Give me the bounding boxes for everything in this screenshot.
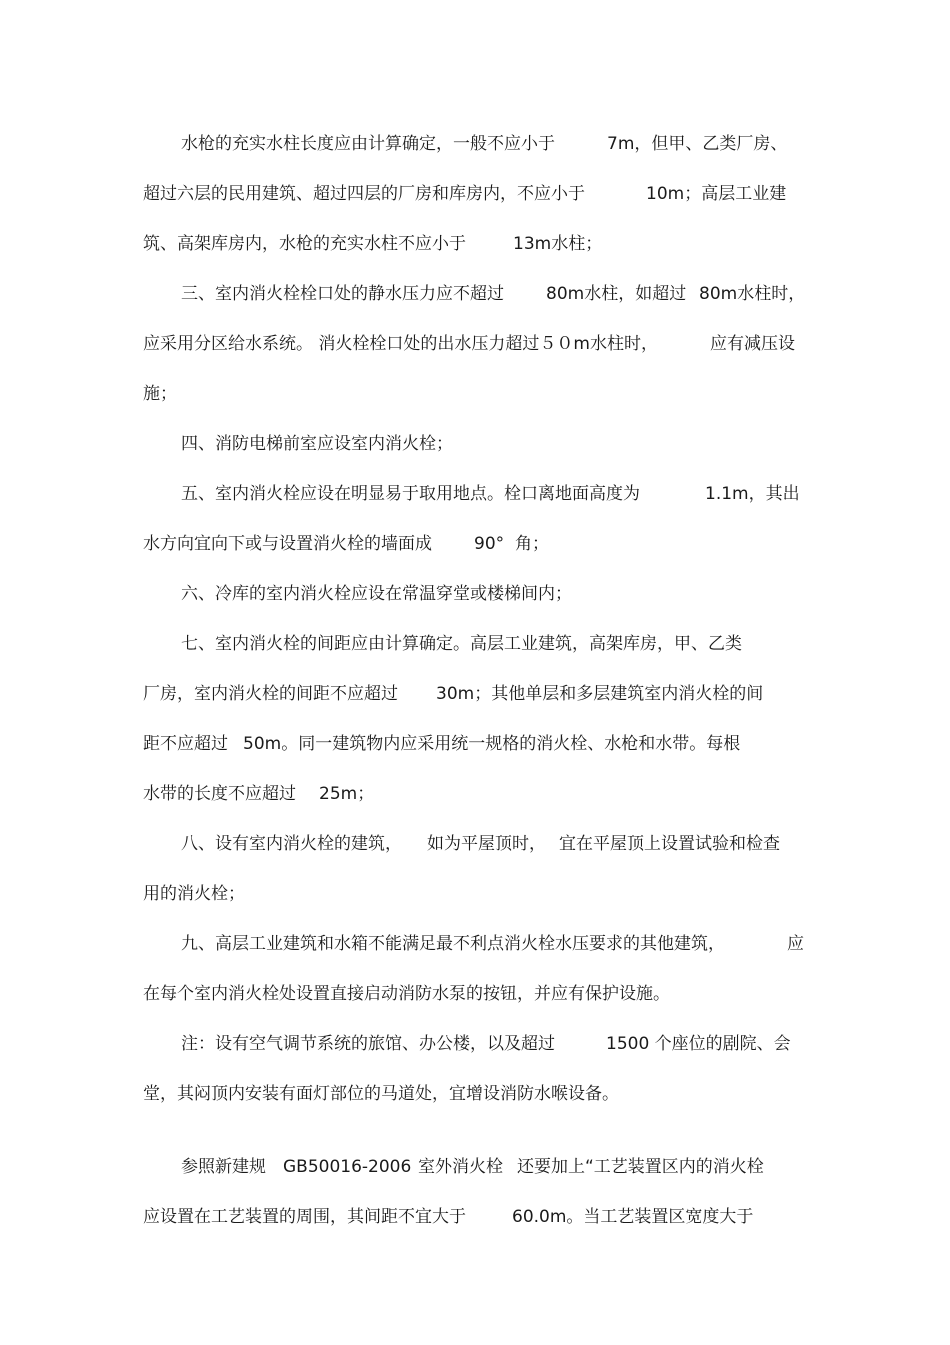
text-segment: 宜在平屋顶上设置试验和检查 xyxy=(559,834,780,854)
text-line xyxy=(0,681,950,707)
text-segment: 80m水柱时， xyxy=(699,284,806,304)
text-line xyxy=(0,231,950,257)
text-segment: 1.1m，其出 xyxy=(705,484,800,504)
text-line xyxy=(0,1204,950,1230)
text-segment: 厂房，室内消火栓的间距不应超过 xyxy=(143,684,398,704)
text-segment: 施； xyxy=(143,384,177,404)
text-line xyxy=(0,631,950,657)
text-segment: 八、设有室内消火栓的建筑， xyxy=(181,834,402,854)
text-segment: 用的消火栓； xyxy=(143,884,245,904)
text-segment: 五、室内消火栓应设在明显易于取用地点。栓口离地面高度为 xyxy=(181,484,640,504)
text-segment: 25m； xyxy=(319,784,375,804)
text-segment: 水枪的充实水柱长度应由计算确定，一般不应小于 xyxy=(181,134,555,154)
text-segment: 水方向宜向下或与设置消火栓的墙面成 xyxy=(143,534,432,554)
text-segment: 50m。同一建筑物内应采用统一规格的消火栓、水枪和水带。每根 xyxy=(243,734,741,754)
text-segment: 10m；高层工业建 xyxy=(646,184,787,204)
text-line xyxy=(0,931,950,957)
text-segment: 还要加上“工艺装置区内的消火栓 xyxy=(517,1157,764,1177)
text-segment: 六、冷库的室内消火栓应设在常温穿堂或楼梯间内； xyxy=(181,584,572,604)
text-line xyxy=(0,431,950,457)
text-line xyxy=(0,531,950,557)
text-line xyxy=(0,131,950,157)
text-segment: 四、消防电梯前室应设室内消火栓； xyxy=(181,434,453,454)
text-line xyxy=(0,881,950,907)
text-segment: 超过六层的民用建筑、超过四层的厂房和库房内，不应小于 xyxy=(143,184,585,204)
text-segment: 应采用分区给水系统。 消火栓栓口处的出水压力超过５０m水柱时， xyxy=(143,334,658,354)
text-line xyxy=(0,831,950,857)
text-line xyxy=(0,281,950,307)
text-segment: 30m；其他单层和多层建筑室内消火栓的间 xyxy=(436,684,764,704)
text-segment: 1500 个座位的剧院、会 xyxy=(606,1034,791,1054)
text-segment: GB50016-2006 xyxy=(283,1157,412,1177)
text-segment: 三、室内消火栓栓口处的静水压力应不超过 xyxy=(181,284,504,304)
text-line xyxy=(0,481,950,507)
text-segment: 60.0m。当工艺装置区宽度大于 xyxy=(512,1207,754,1227)
text-segment: 7m，但甲、乙类厂房、 xyxy=(607,134,788,154)
text-segment: 应有减压设 xyxy=(710,334,795,354)
text-line xyxy=(0,1031,950,1057)
text-segment: 距不应超过 xyxy=(143,734,228,754)
text-segment: 九、高层工业建筑和水箱不能满足最不利点消火栓水压要求的其他建筑， xyxy=(181,934,725,954)
text-segment: 筑、高架库房内，水枪的充实水柱不应小于 xyxy=(143,234,466,254)
text-segment: 如为平屋顶时， xyxy=(427,834,546,854)
text-line xyxy=(0,731,950,757)
text-segment: 堂，其闷顶内安装有面灯部位的马道处，宜增设消防水喉设备。 xyxy=(143,1084,619,1104)
text-line xyxy=(0,381,950,407)
text-line xyxy=(0,331,950,357)
text-segment: 80m水柱，如超过 xyxy=(546,284,687,304)
text-segment: 应设置在工艺装置的周围，其间距不宜大于 xyxy=(143,1207,466,1227)
text-segment: 参照新建规 xyxy=(181,1157,266,1177)
text-line xyxy=(0,581,950,607)
text-segment: 90° 角； xyxy=(474,534,549,554)
text-segment: 13m水柱； xyxy=(513,234,603,254)
text-segment: 应 xyxy=(787,934,804,954)
text-segment: 室外消火栓 xyxy=(418,1157,503,1177)
text-line xyxy=(0,1081,950,1107)
text-line xyxy=(0,1154,950,1180)
text-line xyxy=(0,981,950,1007)
text-segment: 水带的长度不应超过 xyxy=(143,784,296,804)
text-line xyxy=(0,781,950,807)
text-line xyxy=(0,181,950,207)
text-segment: 在每个室内消火栓处设置直接启动消防水泵的按钮，并应有保护设施。 xyxy=(143,984,670,1004)
text-segment: 七、室内消火栓的间距应由计算确定。高层工业建筑，高架库房，甲、乙类 xyxy=(181,634,742,654)
text-segment: 注：设有空气调节系统的旅馆、办公楼，以及超过 xyxy=(181,1034,555,1054)
